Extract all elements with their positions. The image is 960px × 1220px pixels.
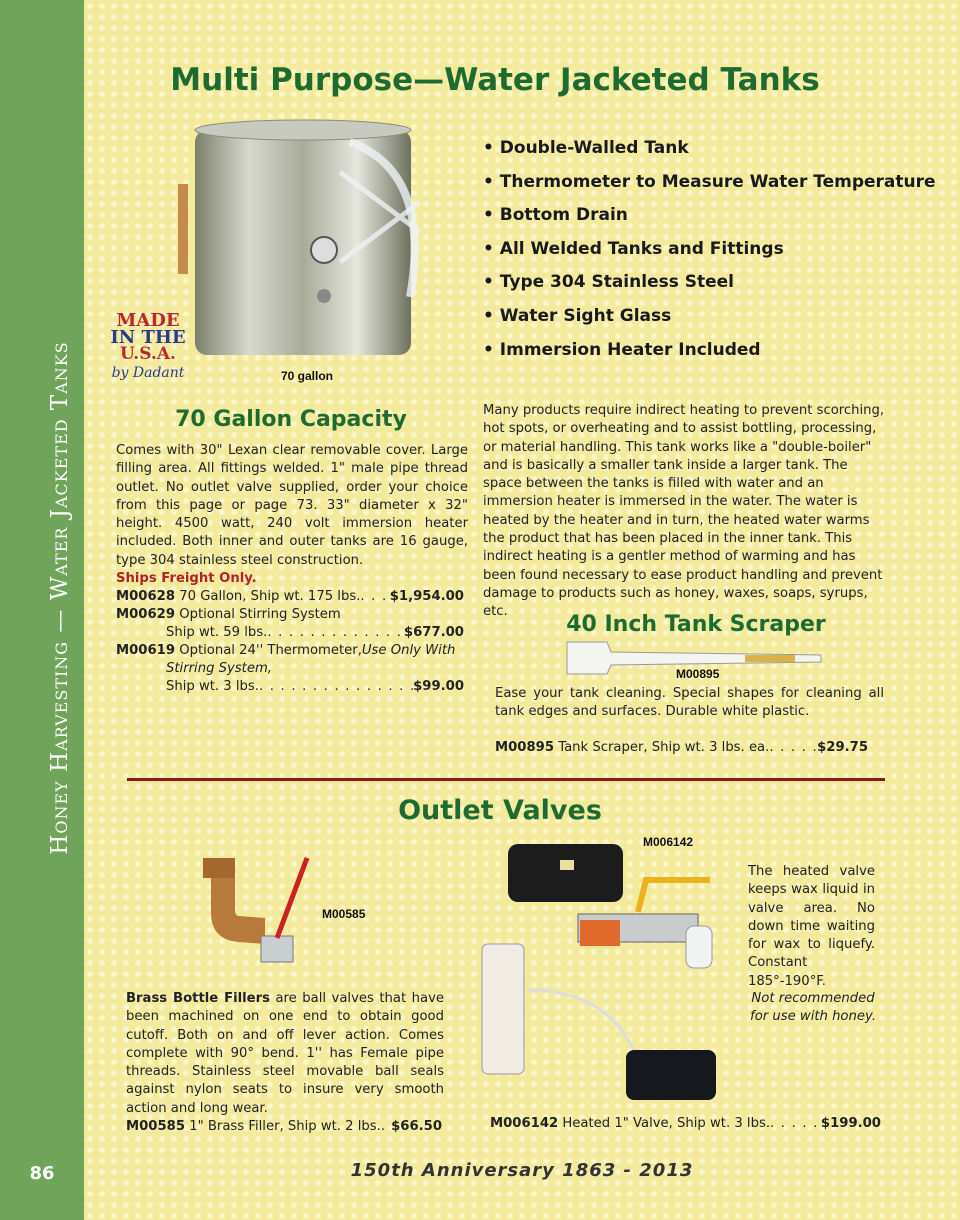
- valves-heading: Outlet Valves: [398, 795, 602, 826]
- price-line-m00895: M00895 Tank Scraper, Ship wt. 3 lbs. ea. . . . $29.75: [495, 740, 868, 755]
- price-line-m00628: M00628 70 Gallon, Ship wt. 175 lbs. . . . $1,954.00: [116, 589, 464, 604]
- price-line-m00585: M00585 1" Brass Filler, Ship wt. 2 lbs. . . . $66.50: [126, 1119, 442, 1134]
- capacity-heading: 70 Gallon Capacity: [175, 407, 407, 432]
- tank-photo-caption: 70 gallon: [281, 369, 334, 383]
- feature-item: • Immersion Heater Included: [483, 339, 761, 360]
- intro-paragraph: Many products require indirect heating to prevent scorching, hot spots, or overheating and to assist bottling, processing, or material handling. This tank works like a "double-boiler" and is basically a smaller tank inside a larger tank. The space between the tanks is filled with water and an immersion heater is immersed in the water. The water is heated by the heater and in turn, the heated water warms the product that has been placed in the inner tank. This indirect heating is a gentler method of warming and has been found necessary to ease product handling and prevent damage to products such as honey, waxes, soaps, syrups, etc.: [483, 403, 885, 620]
- heated-note: Not recommended for use with honey.: [750, 991, 876, 1025]
- price-line-m00629-ship: Ship wt. 59 lbs. . . . $677.00: [166, 625, 464, 640]
- feature-item: • Type 304 Stainless Steel: [483, 272, 735, 293]
- feature-item: • Water Sight Glass: [483, 305, 672, 326]
- brass-description: Brass Bottle Fillers are ball valves that have been machined on one end to obtain good cutoff. Both on and off lever action. Comes complete with 90° bend. 1'' has Female pipe threads. Stainless steel movable ball seals against nylon seats to insure very smooth action and long wear.: [126, 991, 444, 1116]
- feature-item: • Thermometer to Measure Water Temperature: [483, 171, 936, 192]
- sidebar-title: Honey Harvesting — Water Jacketed Tanks: [47, 341, 73, 855]
- footer-anniversary: 150th Anniversary 1863 - 2013: [350, 1160, 694, 1181]
- scraper-photo-caption: M00895: [676, 667, 720, 681]
- heated-description: The heated valve keeps wax liquid in valve area. No down time waiting for wax to liquefy. Constant 185°-190°F.: [748, 864, 875, 989]
- price-line-m006142: M006142 Heated 1" Valve, Ship wt. 3 lbs. . . . $199.00: [490, 1116, 881, 1131]
- feature-item: • Double-Walled Tank: [483, 138, 689, 158]
- page-number: 86: [29, 1163, 55, 1184]
- price-line-m00619-ship: Ship wt. 3 lbs. . . . $99.00: [166, 679, 464, 694]
- shipping-note: Ships Freight Only.: [116, 571, 257, 587]
- section-divider: [127, 778, 885, 781]
- brass-valve-photo: [195, 852, 320, 972]
- page-title: Multi Purpose—Water Jacketed Tanks: [170, 62, 820, 98]
- made-in-usa-logo: MADE IN THE U.S.A. by Dadant: [110, 310, 186, 381]
- sidebar: [0, 0, 84, 1220]
- tank-description: Comes with 30" Lexan clear removable cover. Large filling area. All fittings welded. 1" male pipe thread outlet. No outlet valve supplied, order your choice from this page or page 73. 33" diameter x 32" height. 4500 watt, 240 volt immersion heater included. Both inner and outer tanks are 16 gauge, type 304 stainless steel construction. Ships Freight Only.: [116, 443, 468, 587]
- tank-photo: [170, 112, 442, 372]
- brass-valve-caption: M00585: [322, 907, 366, 921]
- feature-item: • All Welded Tanks and Fittings: [483, 238, 784, 259]
- scraper-description: Ease your tank cleaning. Special shapes for cleaning all tank edges and surfaces. Durable white plastic.: [495, 686, 884, 720]
- heated-valve-photo: [478, 840, 733, 1108]
- price-line-m00619-note: Stirring System,: [166, 661, 273, 676]
- price-line-m00629: M00629 Optional Stirring System: [116, 607, 341, 622]
- feature-item: • Bottom Drain: [483, 205, 628, 226]
- scraper-heading: 40 Inch Tank Scraper: [566, 612, 826, 637]
- price-line-m00619: M00619 Optional 24'' Thermometer, Use Only With: [116, 643, 456, 658]
- feature-list: [483, 136, 936, 371]
- heated-valve-caption: M006142: [643, 835, 694, 849]
